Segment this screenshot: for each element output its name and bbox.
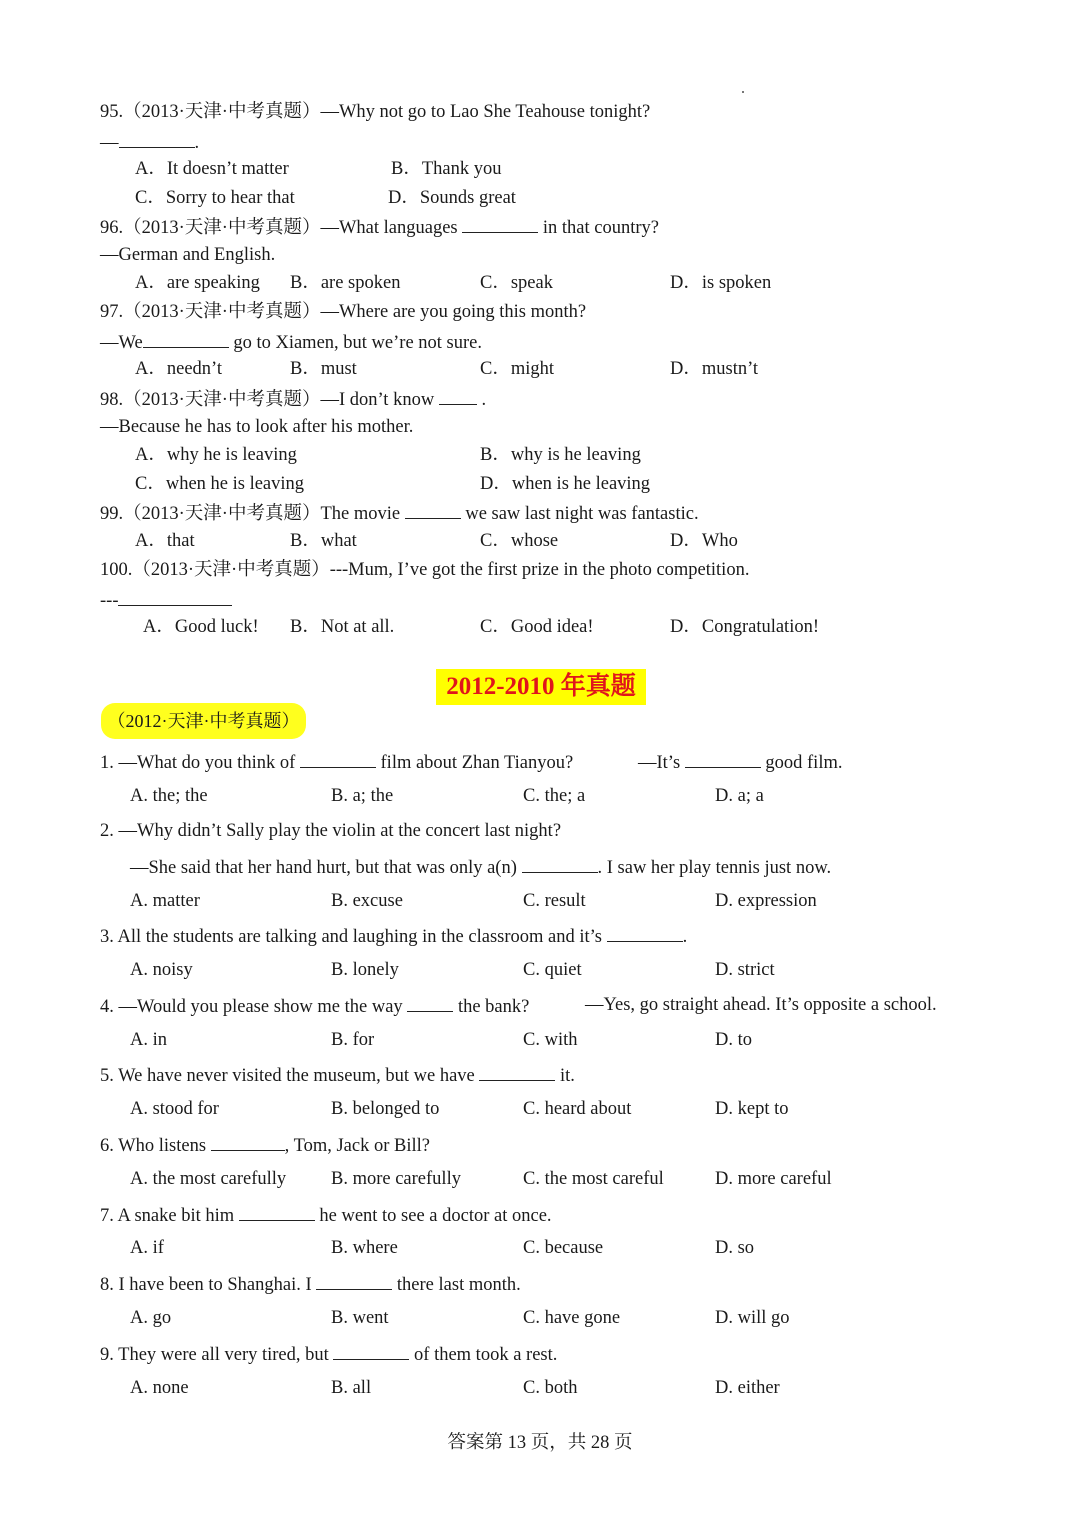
reply-dash: — (100, 133, 119, 153)
option-95-b: B．Thank you (391, 159, 502, 179)
answer-blank (239, 1205, 315, 1221)
option-6-b: B. more carefully (331, 1169, 461, 1189)
option-99-b: B．what (290, 531, 357, 551)
option-4-a: A. in (130, 1030, 167, 1050)
option-95-c: C．Sorry to hear that (135, 188, 295, 208)
question-7-stem (100, 1205, 552, 1226)
question-1-reply (638, 752, 842, 773)
option-96-a: A．are speaking (135, 273, 260, 293)
stem-text: 99.（2013·天津·中考真题）The movie (100, 504, 401, 524)
question-98-stem (100, 389, 486, 410)
option-2-b: B. excuse (331, 891, 403, 911)
option-3-b: B. lonely (331, 960, 399, 980)
option-9-c: C. both (523, 1378, 578, 1398)
option-5-c: C. heard about (523, 1099, 632, 1119)
stem-text: 98.（2013·天津·中考真题）—I don’t know (100, 390, 435, 410)
reply-text: good film. (765, 753, 843, 773)
option-7-c: C. because (523, 1238, 604, 1258)
question-6-stem (100, 1135, 430, 1156)
answer-blank (300, 752, 376, 768)
stem-text: of them took a rest. (414, 1345, 558, 1365)
stem-text: we saw last night was fantastic. (465, 504, 699, 524)
option-98-b: B．why is he leaving (480, 445, 641, 465)
reply-period: . (194, 133, 200, 153)
option-2-c: C. result (523, 891, 586, 911)
reply-text: —She said that her hand hurt, but that was only a(n) (130, 858, 517, 878)
stem-text: 5. We have never visited the museum, but we have (100, 1066, 475, 1086)
stem-text: he went to see a doctor at once. (319, 1206, 552, 1226)
option-8-a: A. go (130, 1308, 172, 1328)
option-2-a: A. matter (130, 891, 200, 911)
section-source-tag: （2012·天津·中考真题） (101, 703, 306, 739)
question-2-reply (130, 857, 831, 878)
stem-text: 4. —Would you please show me the way (100, 997, 403, 1017)
stem-text: there last month. (396, 1275, 521, 1295)
stem-text: the bank? (457, 997, 530, 1017)
question-100-stem: 100.（2013·天津·中考真题）---Mum, I’ve got the first prize in the photo competition. (100, 560, 750, 580)
option-100-a: A．Good luck! (143, 617, 259, 637)
option-98-c: C．when he is leaving (135, 474, 305, 494)
question-98-reply: —Because he has to look after his mother. (100, 417, 414, 437)
question-95-reply (100, 132, 199, 153)
answer-blank (143, 332, 229, 348)
answer-blank (405, 503, 461, 519)
stem-text: film about Zhan Tianyou? (380, 753, 574, 773)
option-6-a: A. the most carefully (130, 1169, 287, 1189)
option-9-d: D. either (715, 1378, 780, 1398)
option-3-d: D. strict (715, 960, 775, 980)
reply-text: . I saw her play tennis just now. (597, 858, 832, 878)
option-100-d: D．Congratulation! (670, 617, 820, 637)
question-99-stem (100, 503, 699, 524)
option-97-a: A．needn’t (135, 359, 222, 379)
question-96-reply: —German and English. (100, 245, 276, 265)
stem-text: 9. They were all very tired, but (100, 1345, 329, 1365)
answer-blank (462, 217, 538, 233)
answer-blank (316, 1274, 392, 1290)
stem-text: in that country? (542, 218, 659, 238)
option-6-d: D. more careful (715, 1169, 832, 1189)
option-98-a: A．why he is leaving (135, 445, 297, 465)
option-7-d: D. so (715, 1238, 755, 1258)
option-1-b: B. a; the (331, 786, 394, 806)
reply-text: —It’s (638, 753, 681, 773)
stray-dot (742, 91, 744, 93)
stem-text: 96.（2013·天津·中考真题）—What languages (100, 218, 458, 238)
option-5-b: B. belonged to (331, 1099, 440, 1119)
answer-blank (211, 1135, 285, 1151)
page-footer: 答案第 13 页，共 28 页 (447, 1433, 633, 1453)
option-96-b: B．are spoken (290, 273, 401, 293)
question-97-reply (100, 332, 482, 353)
stem-text: . (481, 390, 487, 410)
answer-blank (118, 590, 232, 606)
option-9-a: A. none (130, 1378, 189, 1398)
option-7-a: A. if (130, 1238, 164, 1258)
option-3-a: A. noisy (130, 960, 193, 980)
reply-text: go to Xiamen, but we’re not sure. (233, 333, 482, 353)
stem-text: it. (560, 1066, 575, 1086)
option-6-c: C. the most careful (523, 1169, 664, 1189)
section-title: 2012-2010 年真题 (436, 669, 646, 705)
stem-text: , Tom, Jack or Bill? (284, 1136, 430, 1156)
option-97-b: B．must (290, 359, 357, 379)
reply-dashes: --- (100, 591, 119, 611)
question-100-reply (100, 590, 232, 611)
answer-blank (407, 996, 453, 1012)
option-9-b: B. all (331, 1378, 372, 1398)
question-2-stem: 2. —Why didn’t Sally play the violin at the concert last night? (100, 821, 562, 841)
option-5-a: A. stood for (130, 1099, 219, 1119)
question-95-stem: 95.（2013·天津·中考真题）—Why not go to Lao She Teahouse tonight? (100, 102, 651, 122)
option-3-c: C. quiet (523, 960, 582, 980)
answer-blank (439, 389, 477, 405)
answer-blank (479, 1065, 555, 1081)
stem-text: . (682, 927, 688, 947)
option-99-c: C．whose (480, 531, 559, 551)
option-1-a: A. the; the (130, 786, 208, 806)
option-4-c: C. with (523, 1030, 578, 1050)
stem-text: 6. Who listens (100, 1136, 207, 1156)
option-95-a: A．It doesn’t matter (135, 159, 289, 179)
question-96-stem (100, 217, 659, 238)
answer-blank (119, 132, 195, 148)
option-95-d: D．Sounds great (388, 188, 516, 208)
option-98-d: D．when is he leaving (480, 474, 651, 494)
option-7-b: B. where (331, 1238, 398, 1258)
option-5-d: D. kept to (715, 1099, 789, 1119)
answer-blank (333, 1344, 409, 1360)
stem-text: 8. I have been to Shanghai. I (100, 1275, 312, 1295)
option-8-b: B. went (331, 1308, 389, 1328)
option-8-c: C. have gone (523, 1308, 621, 1328)
option-97-c: C．might (480, 359, 555, 379)
option-8-d: D. will go (715, 1308, 790, 1328)
option-99-d: D．Who (670, 531, 738, 551)
question-8-stem (100, 1274, 521, 1295)
stem-text: 1. —What do you think of (100, 753, 296, 773)
reply-text: —We (100, 333, 143, 353)
question-4-reply: —Yes, go straight ahead. It’s opposite a school. (585, 995, 937, 1015)
question-4-stem (100, 996, 529, 1017)
question-3-stem (100, 926, 687, 947)
stem-text: 3. All the students are talking and laughing in the classroom and it’s (100, 927, 602, 947)
option-2-d: D. expression (715, 891, 817, 911)
stem-text: 7. A snake bit him (100, 1206, 235, 1226)
question-1-stem (100, 752, 573, 773)
option-99-a: A．that (135, 531, 195, 551)
option-4-b: B. for (331, 1030, 375, 1050)
answer-blank (607, 926, 683, 942)
option-97-d: D．mustn’t (670, 359, 759, 379)
option-1-d: D. a; a (715, 786, 764, 806)
option-1-c: C. the; a (523, 786, 586, 806)
option-96-c: C．speak (480, 273, 553, 293)
question-9-stem (100, 1344, 557, 1365)
option-100-b: B．Not at all. (290, 617, 395, 637)
option-4-d: D. to (715, 1030, 752, 1050)
answer-blank (685, 752, 761, 768)
option-96-d: D．is spoken (670, 273, 772, 293)
option-100-c: C．Good idea! (480, 617, 594, 637)
question-97-stem: 97.（2013·天津·中考真题）—Where are you going this month? (100, 302, 587, 322)
answer-blank (522, 857, 598, 873)
question-5-stem (100, 1065, 575, 1086)
